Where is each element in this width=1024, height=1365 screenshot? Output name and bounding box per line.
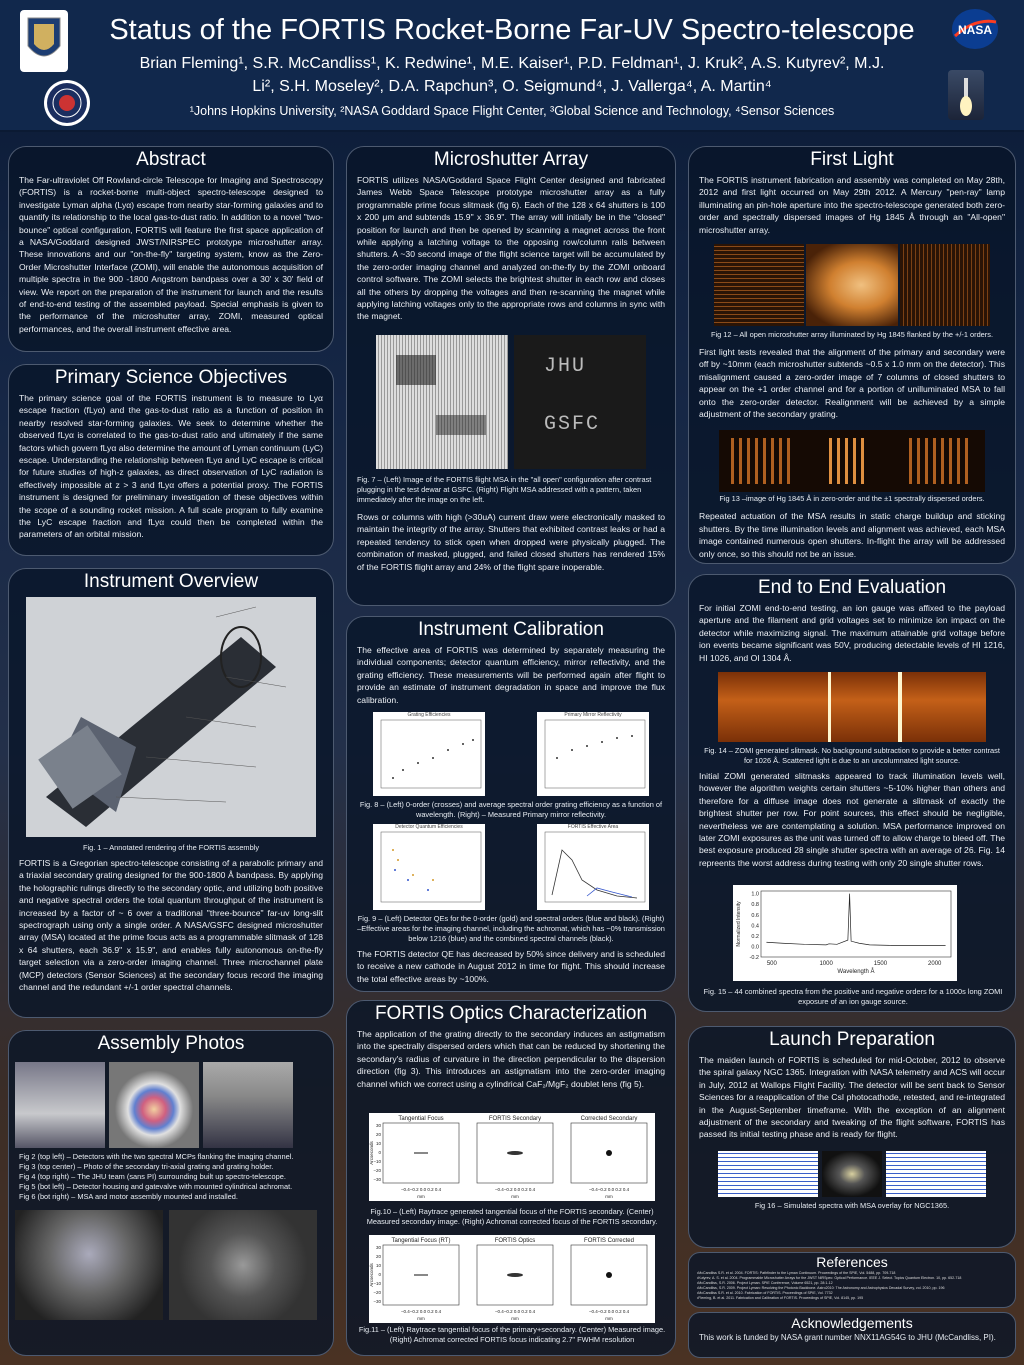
fig13-caption: Fig 13 –image of Hg 1845 Å in zero-order and the ±1 spectrally dispersed orders. — [719, 494, 985, 504]
poster-title: Status of the FORTIS Rocket-Borne Far-UV Spectro-telescope — [109, 14, 915, 46]
references-list — [689, 1271, 1015, 1301]
overview-heading: Instrument Overview — [83, 571, 259, 592]
optics-text: The application of the grating directly to the secondary induces an astigmatism into the spectrally dispersed orders which that can be reduced by shortening the secondary's radius of curvature in the direction perpendicular to the dispersion direction (fig 3). This introduces an astigmatism into the zero-order imaging channel which we correct using a cylindrical CaF₂/MgF₂ doublet lens (fig 5). — [357, 1029, 665, 1089]
assembly-caption: Fig 6 (bot right) – MSA and motor assembly mounted and installed. — [19, 1192, 238, 1201]
msa-pattern-image — [514, 335, 646, 469]
objectives-panel — [8, 364, 334, 556]
y-tick-label: 0.2 — [751, 933, 759, 940]
endtoend-panel — [688, 574, 1016, 1012]
x-tick-label: 500 — [766, 961, 777, 967]
fig11-plots — [369, 1235, 655, 1323]
fig14-caption: Fig. 14 – ZOMI generated slitmask. No background subtraction to provide a better contrast for 1026 Å. Scattered light is due to an uncolumnated light source. — [704, 746, 1000, 766]
y-tick-label: 0 — [378, 1272, 381, 1277]
fig16-right-spectra — [886, 1151, 986, 1197]
fig15-caption: Fig. 15 – 44 combined spectra from the positive and negative orders for a 1000s long ZOMI exposure of an ion gauge source. — [703, 987, 1003, 1006]
objectives-text: The primary science goal of the FORTIS instrument is to measure to Lyα escape fraction (fLyα) and the gas-to-dust ratio as a function of position in nearby resolved star-forming galaxies. We seek to determine whether the observed fLyα is correlated to the gas-to-dust ratio and ultimately if the same factors which govern fLyα also determine the amount of Lyman continuum (LyC) escape. Understanding the relationship between fLyα and LyC escape is critical for future studies of high-z galaxies, as direct observation of LyC radiation is effectively impossible at z > 3 and fLyα offers a potential proxy. The FORTIS instrument is designed for preliminary investigation of these objectives within the scope of a sounding rocket mission. A full scale program to fully examine the LyC escape fraction and fLyα could then be completed within the parameters of an orbital mission. — [19, 393, 323, 540]
fig16-images — [689, 1151, 1015, 1197]
microshutter-text-1: FORTIS utilizes NASA/Goddard Space Flight Center designed and fabricated James Webb Space Telescope prototype microshutter array as a fully programmable prime focus slitmask (fig 6). Each of the 128 x 64 shutters is 100 x 200 μm and subtends 15.9" x 36.9". The array will initially be in the "closed" position for launch and then be opened by scanning a magnet across the front while applying a latching voltage to the opposing row/column rails between shutters. A ~30 second image of the flight science target will be accumulated by the zero-order imaging channel and analyzed on-the-fly by the ZOMI onboard control software. The ZOMI selects the brightest shutter in each row and closes all the others by dropping the voltages and then re-scanning the magnet while applying latching voltages only to the appropriate rows and columns in sync with the magnet. — [357, 175, 665, 322]
nasa-logo-text: NASA — [957, 23, 993, 37]
firstlight-heading: First Light — [810, 149, 894, 170]
plot-title: Corrected Secondary — [580, 1116, 638, 1122]
y-tick-label: 1.0 — [751, 891, 759, 898]
x-tick-labels: −0.4−0.2 0.0 0.2 0.4 — [400, 1309, 442, 1314]
fig12-caption: Fig 12 – All open microshutter array illuminated by Hg 1845 flanked by the +/-1 orders. — [710, 330, 994, 340]
author-line-2: Li², S.H. Moseley², D.A. Rapchun³, O. Seigmund⁴, J. Vallerga⁴, A. Martin⁴ — [252, 78, 772, 95]
x-tick-labels: −0.4−0.2 0.0 0.2 0.4 — [588, 1309, 630, 1314]
fig12-left-order-image — [714, 244, 804, 326]
references-panel — [688, 1252, 1016, 1308]
fig8-caption: Fig. 8 – (Left) 0-order (crosses) and average spectral order grating efficiency as a function of wavelength. (Right) – Measured Primary mirror reflectivity. — [359, 800, 663, 820]
y-tick-label: −10 — [373, 1159, 381, 1164]
fig8-plots — [347, 712, 675, 796]
fig12-images — [689, 244, 1015, 326]
reference-item: •McCandliss, S.R. 2009. Project Lyman: Resolving the Photonic Backbone. Astro2010: The Astronomy and Astrophysics Decadal Survey, vol. 2010, pp. 196 — [697, 1286, 945, 1290]
y-tick-label: 0.4 — [751, 923, 759, 930]
msa-pattern-text-jhu: JHU — [544, 354, 587, 378]
y-tick-label: 20 — [375, 1254, 381, 1259]
fig12-zero-order-image — [806, 244, 898, 326]
fig7-images — [347, 335, 675, 469]
references-heading: References — [816, 1254, 888, 1270]
y-tick-label: 30 — [375, 1123, 381, 1128]
fig9-caption: Fig. 9 – (Left) Detector QEs for the 0-order (gold) and spectral orders (blue and black). (Right) –Effective areas for the imaging channel, including the achromat, which has ~0% transmission below 1216 (blue) and the combined spectral channels (black). — [357, 914, 665, 944]
plot-title: Detector Quantum Efficiencies — [395, 824, 463, 831]
spot-mark — [606, 1272, 612, 1278]
spot-mark — [606, 1150, 612, 1156]
fig16-galaxy-image — [822, 1151, 882, 1197]
fig13-image — [719, 430, 985, 492]
ack-text: This work is funded by NASA grant number NNX11AG54G to JHU (McCandliss, PI). — [699, 1333, 996, 1342]
fig15-spectrum-plot — [733, 885, 957, 981]
assembly-caption: Fig 3 (top center) – Photo of the secondary tri-axial grating and grating holder. — [19, 1162, 274, 1171]
calibration-panel — [346, 616, 676, 992]
fig7-caption: Fig. 7 – (Left) Image of the FORTIS flight MSA in the "all open" configuration after contrast plugging in the test dewar at GSFC. (Right) Flight MSA addressed with a pattern, taken immediately after the image on the left. — [357, 474, 652, 504]
mirror-reflectivity-plot — [537, 712, 649, 796]
fig9-plots — [347, 824, 675, 910]
fig4-team-photo — [203, 1062, 293, 1148]
spectrum-line — [766, 894, 945, 946]
author-line-1: Brian Fleming¹, S.R. McCandliss¹, K. Redwine¹, M.E. Kaiser¹, P.D. Feldman¹, J. Kruk², A.S. Kutyrev², M.J. — [139, 55, 885, 72]
x-tick-labels: −0.4−0.2 0.0 0.2 0.4 — [494, 1309, 536, 1314]
poster-header — [0, 0, 1024, 132]
assembly-panel — [8, 1030, 334, 1356]
abstract-panel — [8, 146, 334, 352]
y-tick-label: −10 — [373, 1281, 381, 1286]
plot-title: Grating Efficiencies — [407, 712, 451, 719]
assembly-heading: Assembly Photos — [97, 1033, 245, 1054]
fig16-caption: Fig 16 – Simulated spectra with MSA overlay for NGC1365. — [754, 1200, 950, 1210]
y-tick-label: 0 — [378, 1150, 381, 1155]
overview-text: FORTIS is a Gregorian spectro-telescope consisting of a parabolic primary and a triaxial secondary grating designed for the 900-1800 Å bandpass. By applying the holographic rulings directly to the secondary optic, and utilizing both positive and negative spectral orders the total quantum throughput of the instrument is increased by a factor of ~ 6 over a traditional "three-bounce" far-uv long-slit spectrograph using only a single order. A NASA/GSFC designed microshutter array (MSA) located at the prime focus acts as a programmable slitmask of 128 x 64 shutters, each 36.9" x 15.9", and enables fully autonomous on-the-fly target selection via a zero-order imaging channel. Three microchannel plate (MCP) detectors (Sensor Sciences) at the secondary focus record the imaging channel and the redundant +/-1 order spectral channels. — [19, 858, 323, 993]
fig12-right-order-image — [900, 244, 990, 326]
x-axis-label: mm — [511, 1316, 519, 1321]
microshutter-heading: Microshutter Array — [433, 149, 589, 170]
spot-mark — [507, 1151, 523, 1155]
reference-item: •Fleming, B. et al. 2011. Fabrication and Calibration of FORTIS. Proceedings of SPIE, Vol. 8145, pp. 195 — [697, 1296, 864, 1300]
plot-title: Primary Mirror Reflectivity — [564, 712, 622, 719]
calibration-heading: Instrument Calibration — [418, 619, 604, 640]
x-tick-label: 1500 — [873, 961, 888, 967]
endtoend-heading: End to End Evaluation — [757, 577, 947, 598]
x-axis-label: mm — [417, 1194, 425, 1199]
y-axis-label: Arcseconds — [369, 1263, 374, 1287]
calibration-text-2: The FORTIS detector QE has decreased by 50% since delivery and is scheduled to receive a new cathode in August 2012 in time for flight. This should increase the total effective areas by ~100%. — [357, 949, 665, 984]
endtoend-text-1: For initial ZOMI end-to-end testing, an ion gauge was affixed to the payload aperture and the filament and grid voltages set to minimize ion impact on the detector while maximizing signal. The maximum attainable grid voltage before ion events became significant was 50V, producing detectable levels of HI 1216, HI 1026, and OI 1304 Å. — [699, 603, 1005, 663]
x-axis-label: Wavelength Å — [837, 969, 875, 975]
x-axis-label: mm — [605, 1316, 613, 1321]
grating-efficiency-plot — [373, 712, 485, 796]
launch-panel — [688, 1026, 1016, 1248]
objectives-heading: Primary Science Objectives — [54, 367, 288, 388]
y-tick-label: 0.6 — [751, 912, 759, 919]
launch-text: The maiden launch of FORTIS is scheduled for mid-October, 2012 to observe the spiral galaxy NGC 1365. Integration with NASA telemetry and ACS will occur in July, 2012 at Wallops Flight Facility. The detector will be sent back to Sensor Sciences for a reapplication of the CsI photocathode, retested, and re-integrated in the August-September timeframe. With the exception of an alignment adjustment of the secondary and tweaking of the flight software, FORTIS has passed its initial testing phase and is ready for flight. — [699, 1055, 1005, 1140]
firstlight-text-1: The FORTIS instrument fabrication and assembly was completed on May 28th, 2012 and first light occurred on May 29th 2012. A Mercury "pen-ray" lamp illuminating an pin-hole aperture into the spectro-telescope generated both zero-order and spectrally dispersed images of Hg 1845 Å through an "All-open" microshutter array. — [699, 175, 1005, 235]
optics-heading: FORTIS Optics Characterization — [374, 1003, 648, 1024]
x-tick-label: 1000 — [819, 961, 833, 967]
y-tick-label: 20 — [375, 1132, 381, 1137]
reference-item: •McCandliss S.R. et al. 2010. Fabrication of FORTIS. Proceedings of SPIE, Vol. 7732 — [697, 1291, 833, 1295]
detector-qe-plot — [373, 824, 485, 910]
fig2-detectors-photo — [15, 1062, 105, 1148]
microshutter-panel — [346, 146, 676, 606]
y-tick-label: −20 — [373, 1168, 381, 1173]
abstract-heading: Abstract — [136, 149, 206, 170]
effective-area-plot — [537, 824, 649, 910]
reference-item: •Kutyrev, A. S. et al. 2004. Programmable Microshutter Arrays for the JWST NIRSpec: Optical Performance. IEEE J. Select. Topics Quantum Electron. 10, pp. 652-718 — [697, 1276, 962, 1280]
x-axis-label: mm — [605, 1194, 613, 1199]
fig3-grating-photo — [109, 1062, 199, 1148]
mission-patch-logo — [44, 80, 90, 126]
author-list — [95, 52, 929, 98]
assembly-captions — [9, 1148, 333, 1202]
firstlight-text-2: First light tests revealed that the alignment of the primary and secondary were off by ~10mm (each microshutter subtends ~0.5 x 1.0 mm on the detector). This misalignment caused a zero-order image of 7 columns of closed shutters to appear on the +1 order channel and for a portion of unilluminated MSA to fall onto the zero-order detector. Realignment will be achieved by a simple adjustment of the secondary grating. — [699, 347, 1005, 420]
x-tick-labels: −0.4−0.2 0.0 0.2 0.4 — [588, 1187, 630, 1192]
reference-item: •McCandliss, S.R. 2006. Project Lyman. SPIE Conference, Volume 6521, pp. 28:1-12 — [697, 1281, 833, 1285]
reference-item: •McCandliss S.R. et al. 2004. FORTIS: Pathfinder to the Lyman Continuum. Proceedings of the SPIE, Vol. 5488, pp. 709-718 — [697, 1271, 896, 1275]
y-axis-label: Normalized Intensity — [736, 901, 742, 947]
assembly-photo-row-top — [9, 1058, 333, 1148]
ack-heading: Acknowledgements — [791, 1315, 913, 1331]
affiliations: ¹Johns Hopkins University, ²NASA Goddard Space Flight Center, ³Global Science and Technology, ⁴Sensor Sciences — [189, 104, 835, 118]
y-tick-label: 0.0 — [751, 944, 759, 951]
assembly-caption: Fig 4 (top right) – The JHU team (sans PI) surrounding built up spectro-telescope. — [19, 1172, 286, 1181]
nasa-logo — [950, 8, 1000, 50]
ack-panel — [688, 1312, 1016, 1358]
launch-heading: Launch Preparation — [769, 1029, 935, 1050]
fig5-detector-housing-photo — [15, 1210, 163, 1320]
y-tick-label: -0.2 — [749, 955, 759, 961]
x-axis-label: mm — [511, 1194, 519, 1199]
y-tick-label: 0.8 — [751, 902, 759, 909]
rocket-launch-photo — [948, 70, 984, 120]
msa-pattern-text-gsfc: GSFC — [544, 412, 601, 436]
y-tick-label: 30 — [375, 1245, 381, 1250]
firstlight-text-3: Repeated actuation of the MSA results in static charge buildup and sticking shutters. By the time illumination levels and alignment was achieved, each MSA image contained numerous open shutters. In-flight the array will be addressed only once, so this should not be an issue. — [699, 511, 1005, 559]
fig10-caption: Fig.10 – (Left) Raytrace generated tangential focus of the FORTIS secondary. (Center) Measured secondary image. (Right) Achromat corrected focus of the FORTIS secondary. — [366, 1207, 658, 1226]
optics-panel — [346, 1000, 676, 1356]
y-tick-label: −20 — [373, 1290, 381, 1295]
fig14-slitmask-image — [718, 672, 986, 742]
plot-title: FORTIS Effective Area — [567, 824, 619, 831]
endtoend-text-2: Initial ZOMI generated slitmasks appeared to track illumination levels well, however the algorithm weights certain shutters ~5-10% higher than others and therefore for a diffuse image does not generate a slitmask of exactly the brightest shutter per row. For point sources, this effect should be negligible, nevertheless we are contemplating a solution. MSA performance improved on later ZOMI exposures as the unit was turned off to allow charge to bleed off. The best exposure produced 28 single shutter spectra with an average of 26. Fig. 14 repreents the worst address during testing with only 20 single shutter rows. — [699, 771, 1005, 868]
calibration-text: The effective area of FORTIS was determined by separately measuring the individual components; detector quantum efficiency, mirror reflectivity, and the grating efficiency. These measurements will be performed again after flight to provide an estimate of instrument degradation in space and improve the flux calibration. — [357, 645, 665, 705]
fig1-caption: Fig. 1 – Annotated rendering of the FORTIS assembly — [82, 843, 260, 852]
fortis-assembly-rendering — [26, 597, 316, 837]
plot-title: FORTIS Optics — [494, 1238, 536, 1244]
plot-title: FORTIS Secondary — [488, 1116, 542, 1122]
y-axis-label: Arcseconds — [369, 1141, 374, 1165]
msa-all-open-image — [376, 335, 508, 469]
y-tick-label: −30 — [373, 1299, 381, 1304]
plot-frame — [761, 891, 951, 957]
assembly-photo-row-bottom — [9, 1202, 333, 1320]
x-axis-label: mm — [417, 1316, 425, 1321]
fig11-caption: Fig.11 – (Left) Raytrace tangential focus of the primary+secondary. (Center) Measured image. (Right) Achromat corrected FORTIS focus indicating 2.7" FWHM resolution — [358, 1325, 666, 1344]
fig6-msa-photo — [169, 1210, 317, 1320]
assembly-caption: Fig 5 (bot left) – Detector housing and gatevalve with mounted cylindrical achromat. — [19, 1182, 293, 1191]
y-tick-label: −30 — [373, 1177, 381, 1182]
x-tick-label: 2000 — [928, 961, 942, 967]
x-tick-labels: −0.4−0.2 0.0 0.2 0.4 — [494, 1187, 536, 1192]
overview-panel — [8, 568, 334, 1018]
y-tick-label: 10 — [375, 1141, 381, 1146]
plot-title: Tangential Focus — [398, 1116, 444, 1122]
fig16-left-spectra — [718, 1151, 818, 1197]
plot-title: Tangential Focus (RT) — [391, 1238, 451, 1244]
y-tick-label: 10 — [375, 1263, 381, 1268]
assembly-caption: Fig 2 (top left) – Detectors with the two spectral MCPs flanking the imaging channel. — [19, 1152, 294, 1161]
plot-title: FORTIS Corrected — [584, 1238, 634, 1244]
firstlight-panel — [688, 146, 1016, 564]
abstract-text: The Far-ultraviolet Off Rowland-circle Telescope for Imaging and Spectroscopy (FORTIS) is a rocket-borne multi-object spectro-telescope designed to investigate Lyman alpha (Lyα) escape from nearby star-forming galaxies and to quantify its relationship to the local gas-to-dust ratio. In addition to a novel "two-bounce" optical configuration, FORTIS will feature the first space application of a NASA/Goddard designed JWST/NIRSPEC prototype microshutter array. These innovations and our "on-the-fly" targeting system, know as the Zero-Order Microshutter Interface (ZOMI), will enable the autonomous acquisition of multiple spectra in the 900 -1800 Angstrom bandpass over a 30' x 30' field of view. We report on the preparation of the instrument for launch and the results of end-to-end testing of the assembled payload. Special emphasis is given to the performance of the microshutter array, ZOMI, measured optical performances, and the overall instrument effective area. — [19, 175, 323, 334]
fig10-plots — [369, 1113, 655, 1201]
x-tick-labels: −0.4−0.2 0.0 0.2 0.4 — [400, 1187, 442, 1192]
microshutter-text-2: Rows or columns with high (>30uA) current draw were electronically masked to maintain the integrity of the array. Shutters that exhibited contrast leaks or had a repeated tendency to stick open when dropped were physically plugged. The combination of masked, plugged, and failed closed shutters has rendered 15% of the FORTIS flight array and 24% of the flight spare inoperable. — [357, 511, 665, 572]
spot-mark — [507, 1273, 523, 1277]
